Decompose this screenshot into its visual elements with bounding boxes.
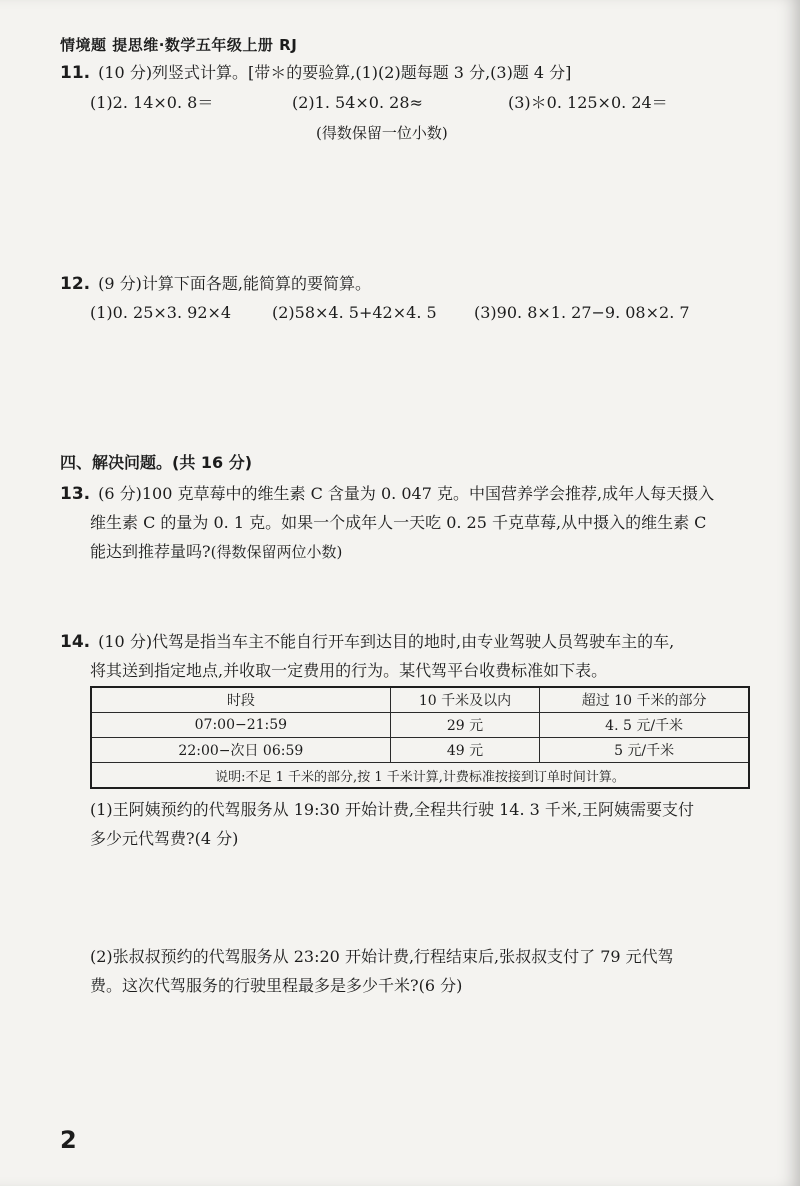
question-14-line-2: 将其送到指定地点,并收取一定费用的行为。某代驾平台收费标准如下表。 bbox=[90, 661, 608, 680]
fee-table bbox=[90, 686, 750, 789]
table-cell: 4. 5 元/千米 bbox=[540, 713, 749, 738]
question-11-part-1: (1)2. 14×0. 8＝ bbox=[90, 93, 214, 112]
page-number: 2 bbox=[60, 1126, 77, 1154]
table-cell: 5 元/千米 bbox=[540, 738, 749, 763]
fee-table-header: 超过 10 千米的部分 bbox=[540, 687, 749, 713]
question-12-text: (9 分)计算下面各题,能简算的要简算。 bbox=[98, 274, 371, 293]
section-4-title: 四、解决问题。(共 16 分) bbox=[60, 453, 253, 472]
question-14-number: 14. bbox=[60, 632, 91, 652]
question-13-line-1 bbox=[60, 481, 714, 508]
question-12-number: 12. bbox=[60, 274, 91, 294]
question-13-text-3: 能达到推荐量吗? bbox=[90, 542, 211, 561]
question-13-note: (得数保留两位小数) bbox=[210, 543, 343, 561]
table-cell: 49 元 bbox=[390, 738, 540, 763]
question-13-text-1: (6 分)100 克草莓中的维生素 C 含量为 0. 047 克。中国营养学会推荐,成年人每天摄入 bbox=[98, 484, 715, 503]
table-row bbox=[91, 738, 749, 763]
question-14-sub-2-line-1: (2)张叔叔预约的代驾服务从 23:20 开始计费,行程结束后,张叔叔支付了 79 元代驾 bbox=[90, 947, 674, 966]
question-11-stem bbox=[60, 60, 571, 87]
fee-table-note: 说明:不足 1 千米的部分,按 1 千米计算,计费标准按接到订单时间计算。 bbox=[91, 763, 749, 789]
fee-table-header-row bbox=[91, 687, 749, 713]
question-12-stem bbox=[60, 271, 371, 298]
question-11-number: 11. bbox=[60, 63, 91, 83]
question-14-line-1 bbox=[60, 629, 674, 656]
question-11-note: (得数保留一位小数) bbox=[316, 124, 448, 142]
fee-table-header: 时段 bbox=[91, 687, 390, 713]
question-14-sub-2-line-2: 费。这次代驾服务的行驶里程最多是多少千米?(6 分) bbox=[90, 976, 463, 995]
question-13-line-3 bbox=[90, 539, 342, 565]
table-cell: 29 元 bbox=[390, 713, 540, 738]
question-14-sub-1-line-2: 多少元代驾费?(4 分) bbox=[90, 829, 239, 848]
fee-table-header: 10 千米及以内 bbox=[390, 687, 540, 713]
table-row bbox=[91, 713, 749, 738]
question-14-sub-1-line-1: (1)王阿姨预约的代驾服务从 19:30 开始计费,全程共行驶 14. 3 千米,王阿姨需要支付 bbox=[90, 800, 695, 819]
question-13-number: 13. bbox=[60, 484, 91, 504]
page-header: 情境题 提思维·数学五年级上册 RJ bbox=[60, 36, 298, 54]
question-11-text: (10 分)列竖式计算。[带＊的要验算,(1)(2)题每题 3 分,(3)题 4 分] bbox=[98, 63, 572, 82]
question-12-part-2: (2)58×4. 5+42×4. 5 bbox=[272, 303, 437, 322]
question-13-line-2: 维生素 C 的量为 0. 1 克。如果一个成年人一天吃 0. 25 千克草莓,从中摄入的维生素 C bbox=[90, 513, 707, 532]
question-14-text-1: (10 分)代驾是指当车主不能自行开车到达目的地时,由专业驾驶人员驾驶车主的车, bbox=[98, 632, 675, 651]
table-cell: 22:00−次日 06:59 bbox=[91, 738, 390, 763]
question-12-part-1: (1)0. 25×3. 92×4 bbox=[90, 303, 232, 322]
question-11-part-3: (3)＊0. 125×0. 24＝ bbox=[508, 93, 668, 112]
question-12-part-3: (3)90. 8×1. 27−9. 08×2. 7 bbox=[474, 303, 690, 322]
table-cell: 07:00−21:59 bbox=[91, 713, 390, 738]
question-11-part-2: (2)1. 54×0. 28≈ bbox=[292, 93, 423, 112]
fee-table-note-row bbox=[91, 763, 749, 789]
